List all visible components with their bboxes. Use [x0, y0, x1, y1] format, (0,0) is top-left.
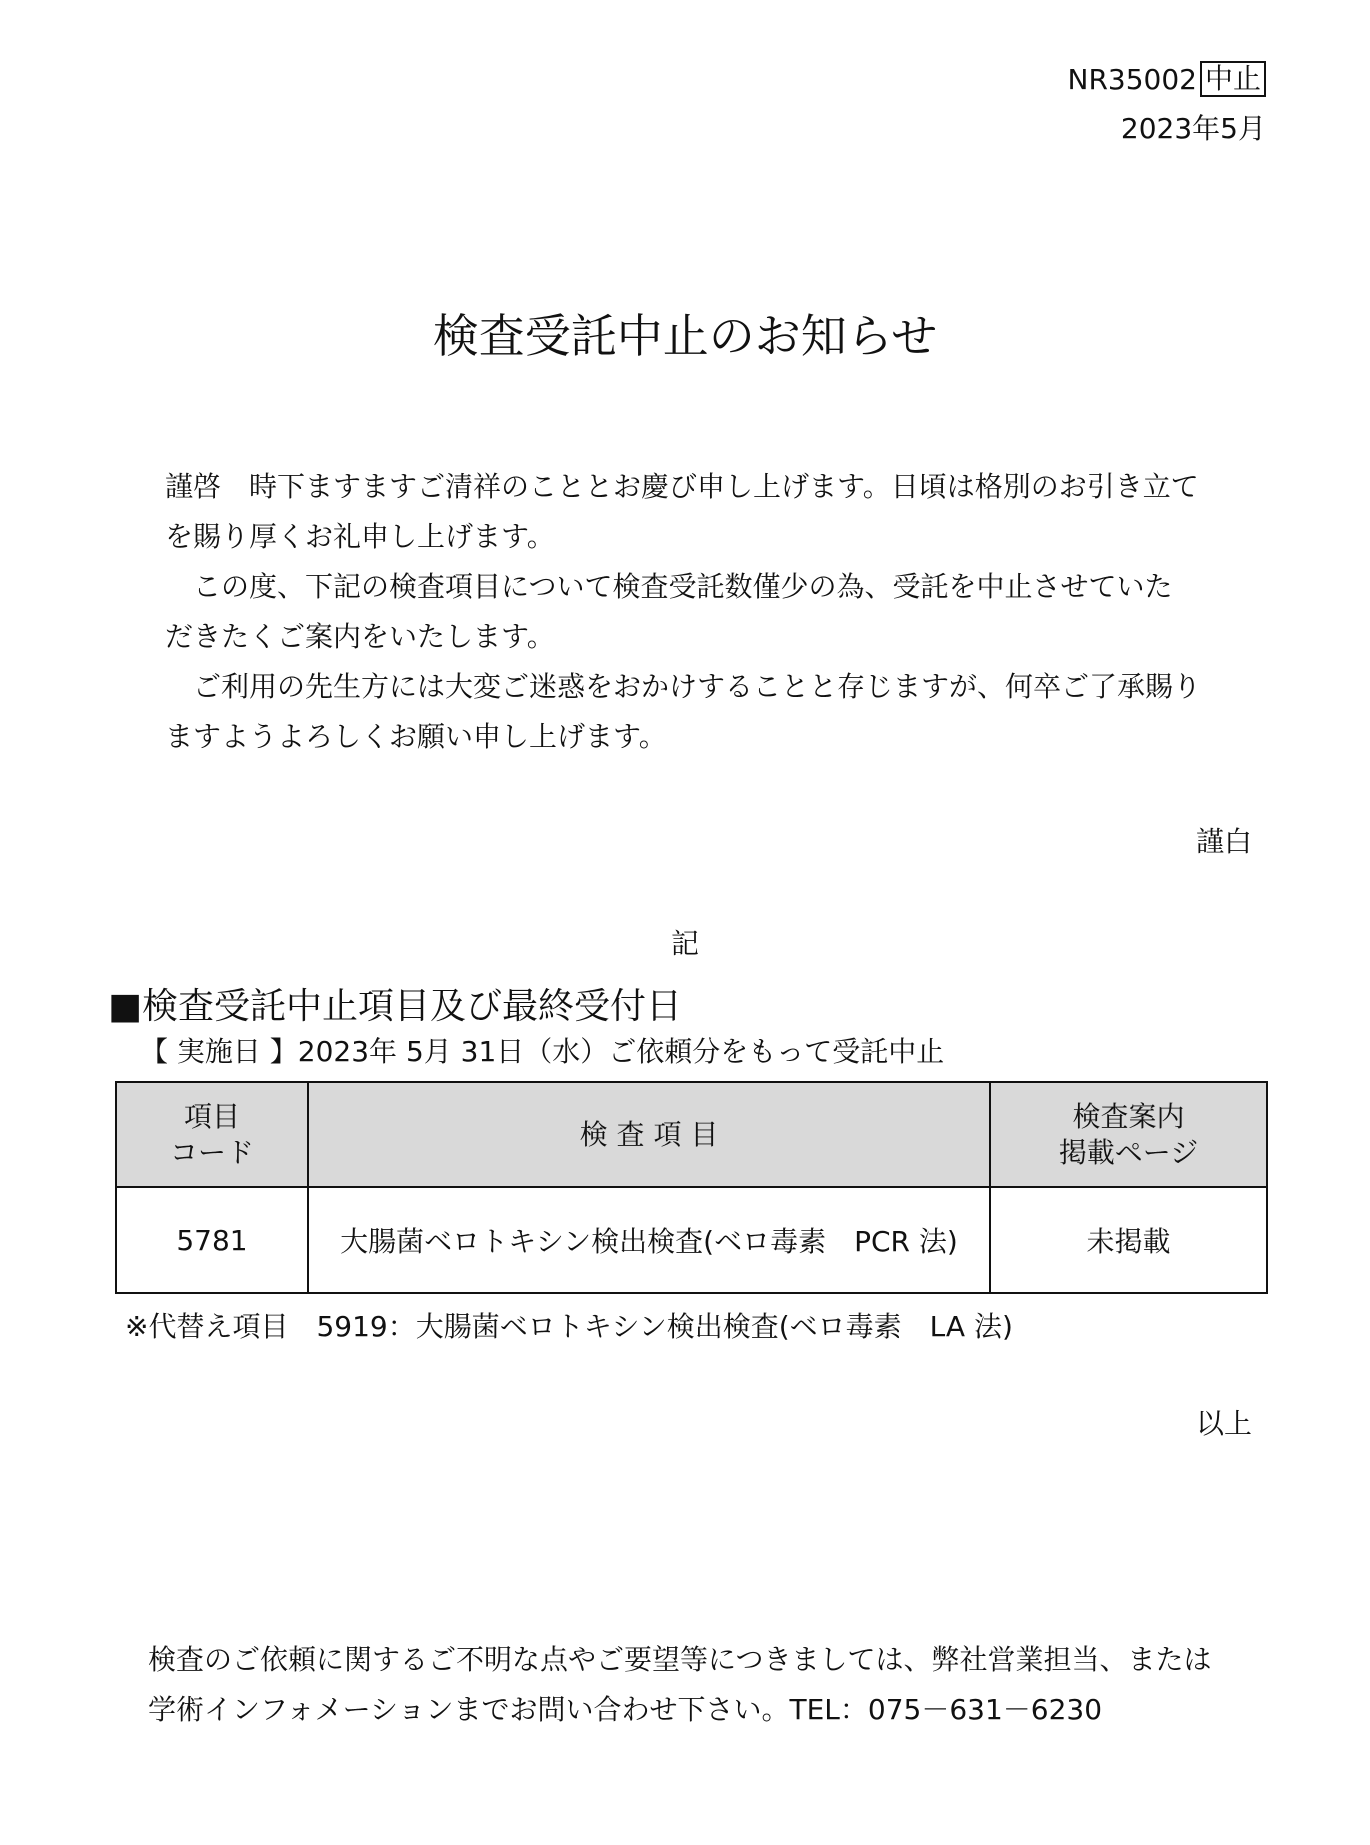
closing-ijou: 以上 — [1195, 1407, 1252, 1440]
header-page-line2: 掲載ページ — [1058, 1135, 1199, 1169]
discontinued-items-table — [115, 1081, 1268, 1294]
body-line: ますようよろしくお願い申し上げます。 — [165, 720, 667, 753]
page-title: 検査受託中止のお知らせ — [432, 309, 938, 363]
ki-marker: 記 — [670, 927, 699, 960]
cell-item-code: 5781 — [116, 1187, 308, 1293]
section-heading: ■検査受託中止項目及び最終受付日 — [108, 986, 683, 1027]
contact-footer — [148, 1635, 1211, 1735]
table-row — [116, 1187, 1267, 1293]
body-line: だきたくご案内をいたします。 — [165, 620, 555, 653]
footer-line: 検査のご依頼に関するご不明な点やご要望等につきましては、弊社営業担当、または — [148, 1643, 1212, 1676]
implementation-date: 【 実施日 】2023年 5月 31日（水）ご依頼分をもって受託中止 — [140, 1035, 945, 1068]
cell-test-item: 大腸菌ベロトキシン検出検査(ベロ毒素 PCR 法) — [308, 1187, 990, 1293]
body-line: ご利用の先生方には大変ご迷惑をおかけすることと存じますが、何卒ご了承賜り — [165, 670, 1202, 703]
document-number — [1068, 61, 1267, 97]
body-line: を賜り厚くお礼申し上げます。 — [165, 520, 555, 553]
header-test-item: 検 査 項 目 — [308, 1082, 990, 1187]
header-item-code — [116, 1082, 308, 1187]
document-number-text: NR35002 — [1067, 62, 1197, 96]
closing-keihaku: 謹白 — [1195, 825, 1252, 858]
header-page-line1: 検査案内 — [1072, 1099, 1185, 1133]
issue-date: 2023年5月 — [1120, 112, 1266, 145]
table-header-row — [116, 1082, 1267, 1187]
header-code-line2: コード — [169, 1135, 254, 1169]
header-code-line1: 項目 — [183, 1099, 240, 1133]
body-line: 謹啓 時下ますますご清祥のこととお慶び申し上げます。日頃は格別のお引き立て — [165, 470, 1199, 503]
body-line: この度、下記の検査項目について検査受託数僅少の為、受託を中止させていた — [165, 570, 1173, 603]
cell-guide-page: 未掲載 — [990, 1187, 1267, 1293]
letter-body — [165, 462, 1245, 762]
discontinued-stamp: 中止 — [1200, 61, 1266, 97]
alternative-item: ※代替え項目 5919：大腸菌ベロトキシン検出検査(ベロ毒素 LA 法) — [125, 1310, 1013, 1343]
footer-line: 学術インフォメーションまでお問い合わせ下さい。TEL：075－631－6230 — [148, 1693, 1103, 1726]
header-guide-page — [990, 1082, 1267, 1187]
